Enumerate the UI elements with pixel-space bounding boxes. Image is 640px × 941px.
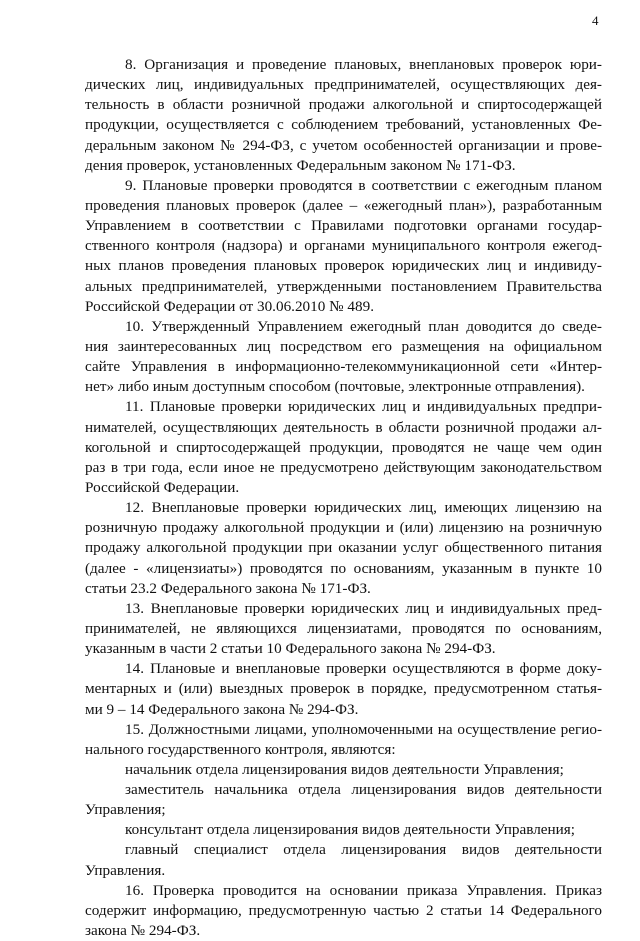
- document-body: [85, 55, 602, 941]
- text-line: Управления;: [85, 801, 166, 819]
- text-line: когольной и спиртосодержащей продукции, проводятся не чаще чем один: [85, 438, 602, 456]
- text-line: 13. Внеплановые проверки юридических лиц и индивидуальных пред-: [125, 599, 602, 617]
- text-line: 14. Плановые и внеплановые проверки осуществляются в форме доку-: [125, 660, 602, 678]
- text-line: 8. Организация и проведение плановых, внеплановых проверок юри-: [125, 56, 602, 73]
- text-line: нимателей, осуществляющих деятельность в области розничной продажи ал-: [85, 418, 602, 436]
- text-line: тельность в области розничной продажи алкогольной и спиртосодержащей: [85, 96, 602, 114]
- text-line: Российской Федерации.: [85, 478, 240, 496]
- text-line: Управления.: [85, 861, 166, 879]
- text-line: дения проверок, установленных Федеральным законом № 171-ФЗ.: [85, 156, 516, 174]
- text-line: главный специалист отдела лицензирования видов деятельности: [125, 841, 602, 859]
- text-line: ных планов проведения плановых проверок юридических лиц и индивиду-: [85, 257, 602, 275]
- text-line: сайте Управления в информационно-телекоммуникационной сети «Интер-: [85, 358, 602, 376]
- text-line: нет» либо иным доступным способом (почтовые, электронные отправления).: [85, 378, 585, 396]
- text-line: ственного контроля (надзора) и органами муниципального контроля ежегод-: [85, 237, 602, 255]
- text-line: продажу алкогольной продукции при оказании услуг общественного питания: [85, 539, 602, 557]
- text-line: Российской Федерации от 30.06.2010 № 489.: [85, 297, 374, 315]
- text-line: ния заинтересованных лиц посредством его размещения на официальном: [85, 337, 602, 355]
- text-line: консультант отдела лицензирования видов деятельности Управления;: [125, 821, 575, 839]
- text-line: закона № 294-ФЗ.: [85, 922, 201, 940]
- text-line: Управлением в соответствии с Правилами подготовки органами государ-: [85, 217, 602, 235]
- text-line: деральным законом № 294-ФЗ, с учетом особенностей организации и прове-: [85, 136, 602, 154]
- text-line: 15. Должностными лицами, уполномоченными на осуществление регио-: [125, 720, 602, 738]
- text-line: заместитель начальника отдела лицензирования видов деятельности: [125, 781, 602, 799]
- text-line: ментарных и (или) выездных проверок в порядке, предусмотренном статья-: [85, 680, 602, 698]
- text-line: 10. Утвержденный Управлением ежегодный план доводится до сведе-: [125, 317, 602, 335]
- text-line: принимателей, не являющихся лицензиатами, проводятся по основаниям,: [85, 619, 602, 637]
- text-line: нального государственного контроля, являются:: [85, 740, 396, 758]
- text-line: указанным в части 2 статьи 10 Федерального закона № 294-ФЗ.: [85, 640, 496, 658]
- text-line: раз в три года, если иное не предусмотрено действующим законодательством: [85, 458, 602, 476]
- text-line: проведения плановых проверок (далее – «ежегодный план»), разработанным: [85, 196, 602, 214]
- text-line: ми 9 – 14 Федерального закона № 294-ФЗ.: [85, 700, 359, 718]
- text-line: начальник отдела лицензирования видов деятельности Управления;: [125, 760, 564, 778]
- text-line: (далее - «лицензиаты») проводятся по основаниям, указанным в пункте 10: [85, 559, 602, 577]
- text-line: розничную продажу алкогольной продукции и (или) лицензию на розничную: [85, 519, 602, 537]
- page-number: 4: [592, 13, 599, 28]
- text-line: 11. Плановые проверки юридических лиц и индивидуальных предпри-: [125, 398, 602, 416]
- text-line: 16. Проверка проводится на основании приказа Управления. Приказ: [125, 881, 602, 899]
- text-line: дических лиц, индивидуальных предпринимателей, осуществляющих дея-: [85, 76, 602, 94]
- text-line: 12. Внеплановые проверки юридических лиц, имеющих лицензию на: [125, 499, 602, 517]
- text-line: содержит информацию, предусмотренную частью 2 статьи 14 Федерального: [85, 901, 602, 919]
- text-line: альных предпринимателей, утвержденными постановлением Правительства: [85, 277, 602, 295]
- text-line: продукции, осуществляется с соблюдением требований, установленных Фе-: [85, 116, 602, 134]
- text-line: 9. Плановые проверки проводятся в соответствии с ежегодным планом: [125, 176, 602, 194]
- text-line: статьи 23.2 Федерального закона № 171-ФЗ.: [85, 579, 371, 597]
